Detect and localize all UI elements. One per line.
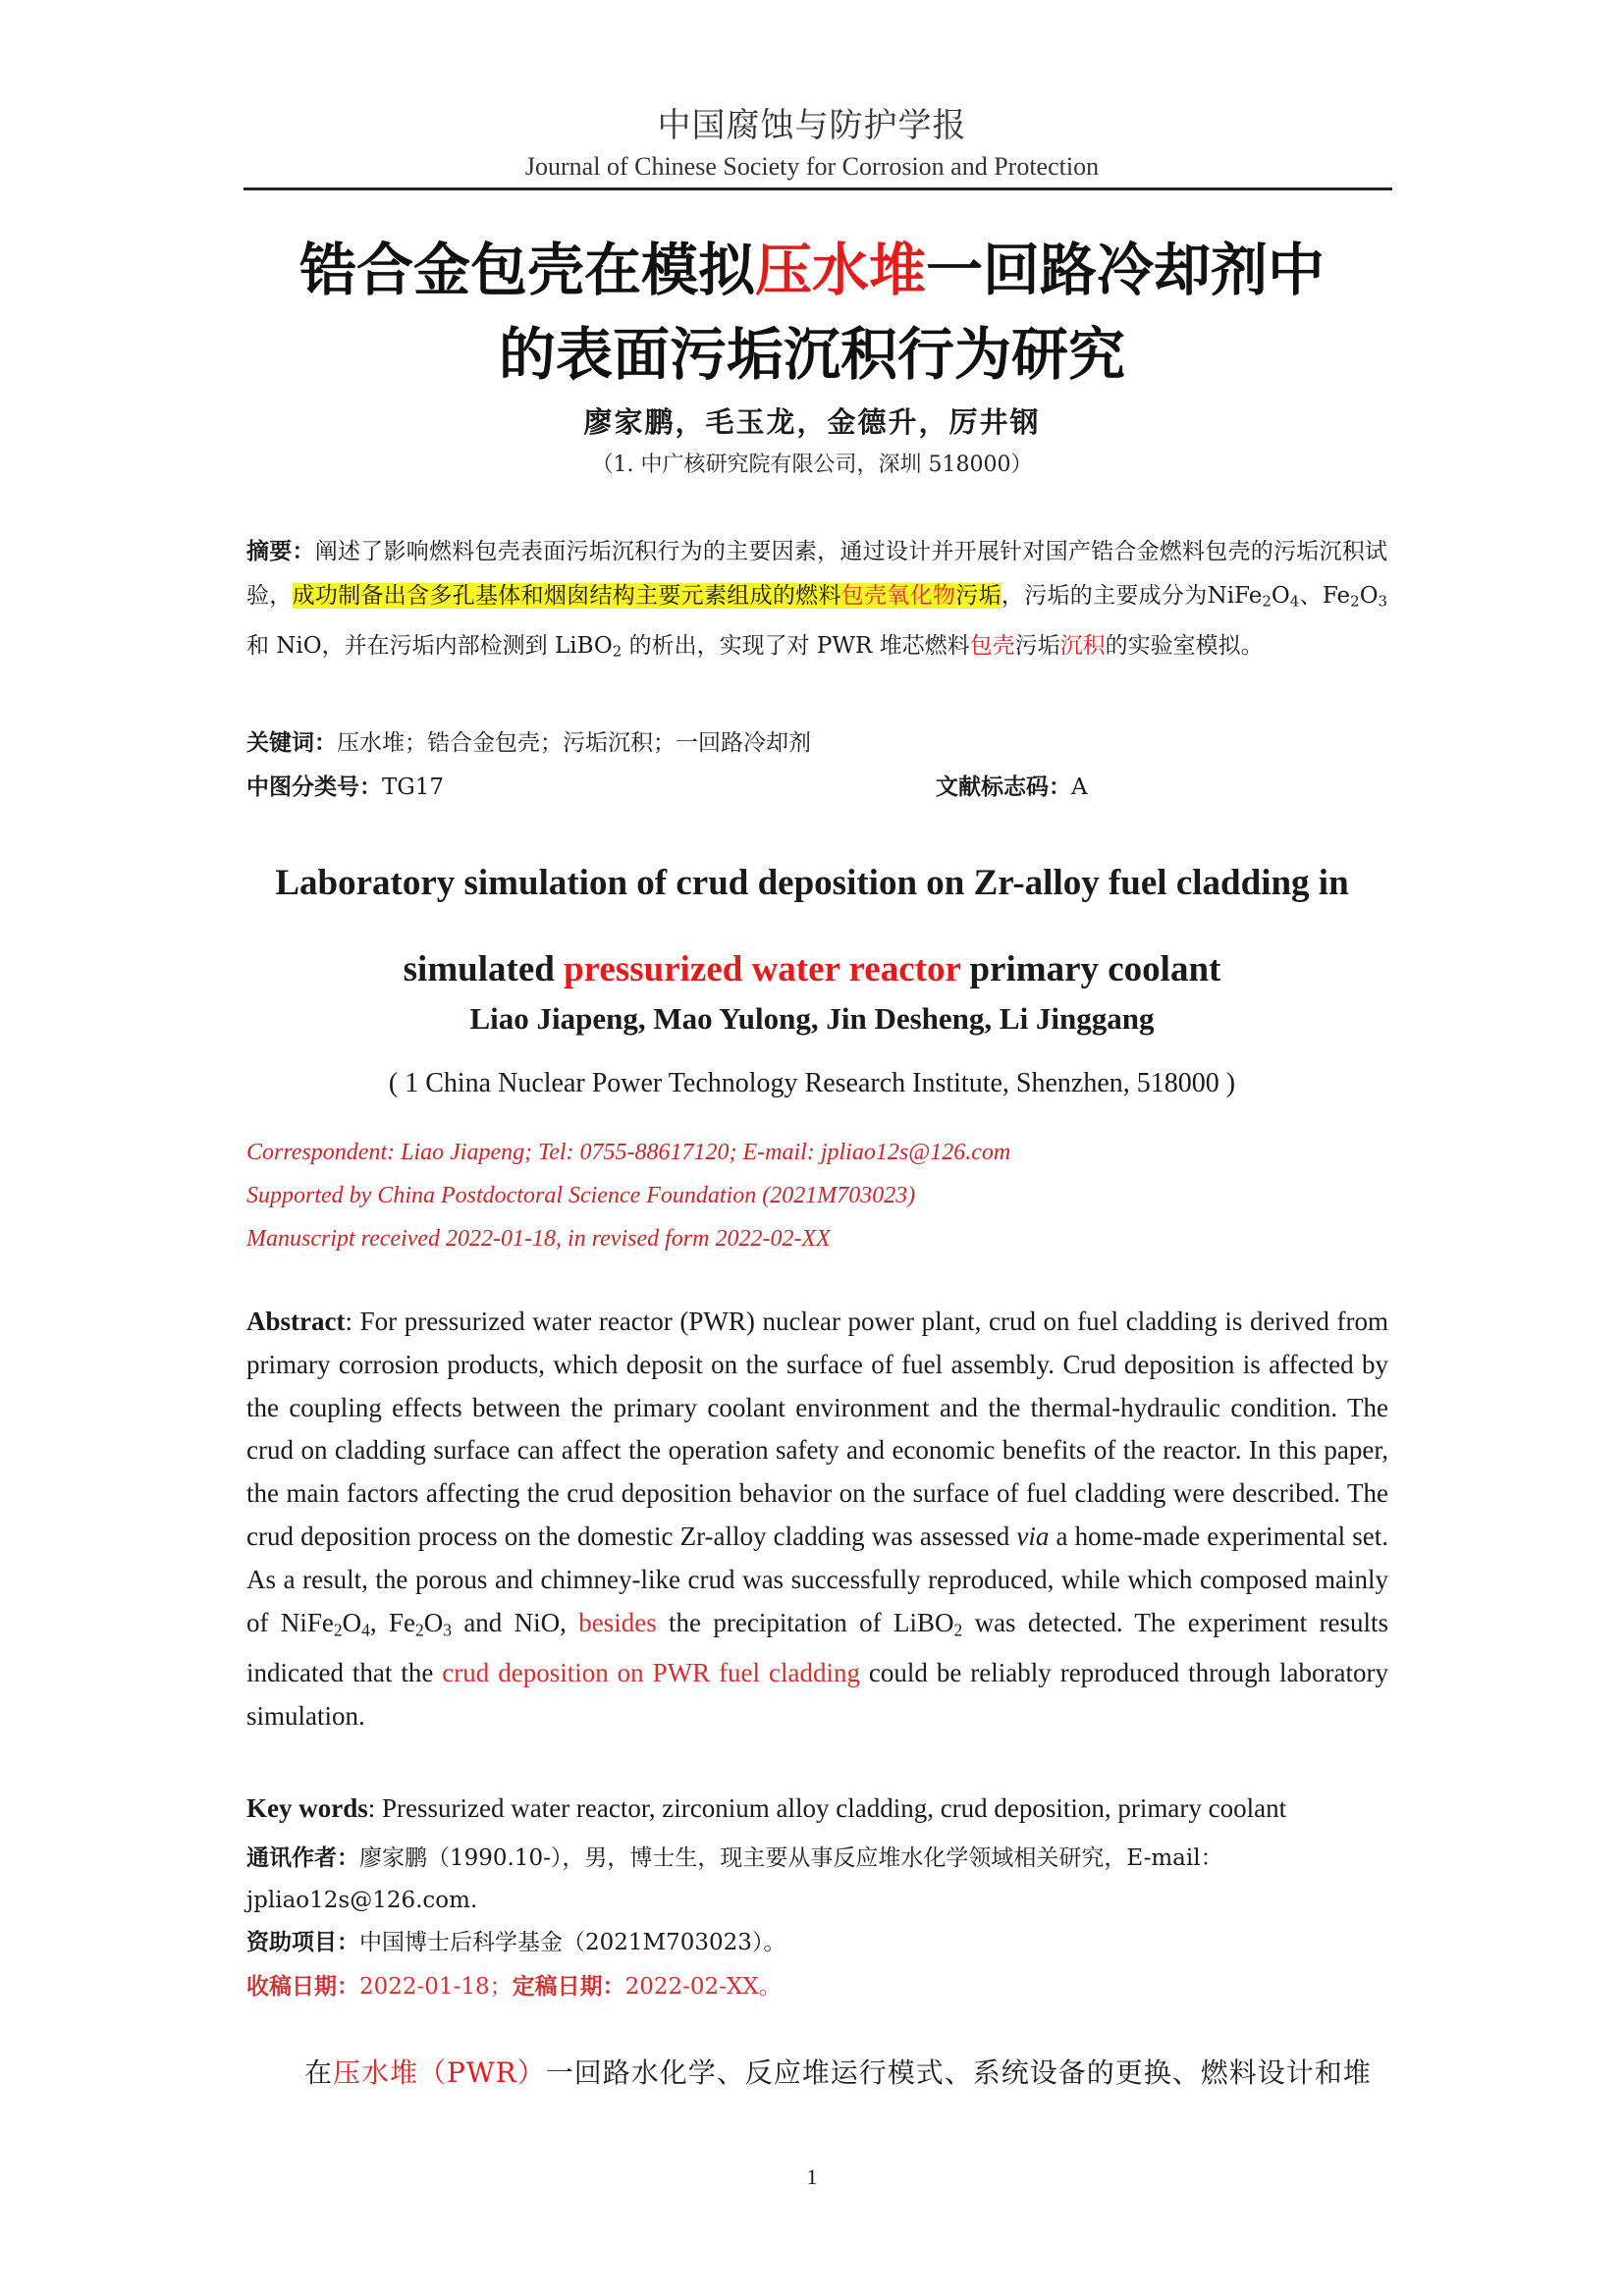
highlight-red-part: 包壳氧化物	[840, 583, 956, 609]
funding-cn-text: 中国博士后科学基金（2021M703023）。	[359, 1930, 786, 1955]
red-text: crud deposition on PWR fuel cladding	[442, 1657, 860, 1687]
abstract-cn-text: 阐述了影响燃料包壳表面污垢沉积行为的主要因素，通过设计并开展针对国产锆合金燃料包壳的污垢沉积试验，	[246, 539, 1388, 609]
highlighted-text	[293, 583, 1001, 609]
doc-code-label: 文献标志码：	[936, 774, 1071, 800]
abstract-en-text: O	[342, 1607, 362, 1637]
formula-text: 、Fe	[1299, 583, 1351, 609]
clc-value: TG17	[382, 774, 444, 800]
red-text: 沉积	[1059, 632, 1106, 659]
abstract-en-text: the precipitation of LiBO	[656, 1607, 954, 1637]
subscript: 2	[953, 1619, 963, 1639]
received-date-value: 2022-01-18；	[359, 1974, 513, 2000]
abstract-cn-text: 污垢	[1014, 632, 1060, 659]
authors-cn: 廖家鹏，毛玉龙，金德升，厉井钢	[583, 405, 1041, 439]
abstract-en-text: and NiO,	[451, 1607, 579, 1637]
abstract-cn-text: ，污垢的主要成分为	[1001, 583, 1208, 609]
red-text: besides	[578, 1607, 657, 1637]
body-text: 在	[304, 2056, 334, 2089]
subscript: 4	[1289, 592, 1300, 611]
received-date-label: 收稿日期：	[246, 1974, 359, 2000]
title-cn-highlight: 压水堆	[754, 237, 926, 303]
final-date-value: 2022-02-XX。	[624, 1974, 782, 2000]
clc-label: 中图分类号：	[246, 774, 382, 800]
abstract-en-text: a home-made experimental set. As a result, the porous and chimney-like crud was successfully reproduced, while which composed mainly of NiFe	[246, 1521, 1388, 1637]
page-number: 1	[806, 2164, 818, 2189]
doc-code-value: A	[1071, 774, 1088, 800]
subscript: 2	[612, 642, 623, 661]
abstract-en-italic: via	[1016, 1521, 1050, 1551]
journal-name-cn: 中国腐蚀与防护学报	[657, 106, 967, 145]
title-cn-part: 一回路冷却剂中	[926, 237, 1326, 303]
affiliation-cn: （1. 中广核研究院有限公司，深圳 518000）	[591, 453, 1033, 477]
subscript: 2	[333, 1619, 343, 1639]
subscript: 2	[1350, 592, 1360, 611]
formula-text: NiFe	[1207, 583, 1263, 609]
correspondence-cn-text: 廖家鹏（1990.10-），男，博士生，现主要从事反应堆水化学领域相关研究，E-mail：jpliao12s@126.com.	[246, 1845, 1223, 1913]
article-meta	[246, 1131, 1010, 1260]
abstract-cn-text: 和 NiO，并在污垢内部检测到 LiBO	[246, 632, 613, 659]
formula-text: O	[1271, 583, 1290, 609]
funding-cn-label: 资助项目：	[246, 1930, 359, 1955]
title-en-part: primary coolant	[960, 949, 1221, 989]
abstract-cn-label: 摘要：	[246, 539, 315, 564]
abstract-cn-text: 的实验室模拟。	[1105, 632, 1264, 659]
abstract-cn	[246, 530, 1387, 673]
title-en-part: simulated	[403, 949, 565, 989]
subscript: 3	[443, 1619, 452, 1639]
supported-line: Supported by China Postdoctoral Science Foundation (2021M703023)	[246, 1183, 916, 1208]
title-en-highlight: pressurized water reactor	[564, 949, 961, 989]
keywords-cn-text: 压水堆；锆合金包壳；污垢沉积；一回路冷却剂	[337, 730, 811, 756]
journal-name-en: Journal of Chinese Society for Corrosion and Protection	[524, 152, 1100, 181]
affiliation-en: ( 1 China Nuclear Power Technology Research Institute, Shenzhen, 518000 )	[388, 1068, 1236, 1098]
abstract-en-text: , Fe	[369, 1607, 415, 1637]
title-cn-part: 锆合金包壳在模拟	[298, 237, 755, 303]
correspondence-cn-label: 通讯作者：	[246, 1845, 359, 1871]
keywords-cn-label: 关键词：	[246, 730, 337, 756]
abstract-en-text: O	[423, 1607, 444, 1637]
subscript: 4	[361, 1619, 370, 1639]
abstract-en-label: Abstract	[246, 1307, 346, 1336]
authors-en: Liao Jiapeng, Mao Yulong, Jin Desheng, Li Jinggang	[469, 1001, 1155, 1036]
title-cn	[177, 228, 1447, 397]
red-text: 压水堆（PWR）	[333, 2056, 546, 2089]
funding-cn	[246, 1924, 785, 1956]
subscript: 2	[1262, 592, 1272, 611]
final-date-label: 定稿日期：	[512, 1974, 625, 2000]
abstract-en-text: was detected. The experiment results indicated that the	[246, 1607, 1389, 1687]
body-first-line	[304, 2052, 1372, 2091]
abstract-en-text: : For pressurized water reactor (PWR) nuclear power plant, crud on fuel cladding is derived from primary corrosion products, which deposit on the surface of fuel assembly. Crud deposition is affected by the coupling effects between the primary coolant environment and the thermal-hydraulic condition. The crud on cladding surface can affect the operation safety and economic benefits of the reactor. In this paper, the main factors affecting the crud deposition behavior on the surface of fuel cladding were described. The crud deposition process on the domestic Zr-alloy cladding was assessed	[246, 1307, 1388, 1551]
header-divider	[244, 187, 1392, 190]
correspondence-cn	[246, 1838, 1388, 1922]
abstract-en	[246, 1301, 1388, 1737]
formula-text: O	[1359, 583, 1379, 609]
doc-code	[936, 769, 1088, 801]
title-en-line1: Laboratory simulation of crud deposition on Zr-alloy fuel cladding in	[275, 863, 1349, 903]
keywords-cn	[246, 724, 811, 757]
subscript: 2	[414, 1619, 424, 1639]
title-cn-line2: 的表面污垢沉积行为研究	[498, 321, 1125, 388]
abstract-cn-text: 的析出，实现了对 PWR 堆芯燃料	[622, 632, 970, 659]
keywords-en-label: Key words	[246, 1793, 368, 1823]
keywords-en	[246, 1793, 1286, 1824]
red-text: 包壳	[969, 632, 1015, 659]
body-text: 一回路水化学、反应堆运行模式、系统设备的更换、燃料设计和堆	[545, 2056, 1372, 2089]
title-en	[177, 840, 1447, 1013]
keywords-en-text: : Pressurized water reactor, zirconium alloy cladding, crud deposition, primary coolant	[367, 1793, 1287, 1823]
classification-row	[246, 769, 1387, 801]
received-line: Manuscript received 2022-01-18, in revised form 2022-02-XX	[246, 1226, 831, 1252]
highlight-part: 污垢	[955, 583, 1001, 609]
abstract-en-text: could be reliably reproduced through laboratory simulation.	[246, 1657, 1388, 1731]
dates-cn	[246, 1968, 782, 2001]
correspondent-line: Correspondent: Liao Jiapeng; Tel: 0755-88617120; E-mail: jpliao12s@126.com	[246, 1140, 1011, 1165]
highlight-part: 成功制备出含多孔基体和烟囱结构主要元素组成的燃料	[292, 583, 841, 609]
subscript: 3	[1378, 592, 1388, 611]
